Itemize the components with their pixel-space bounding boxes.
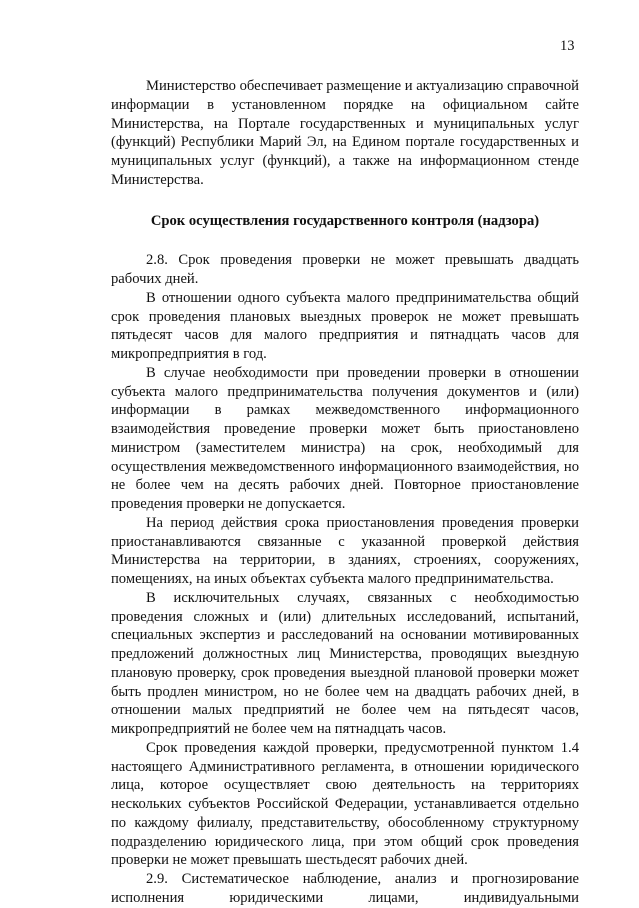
paragraph: Срок проведения каждой проверки, предусмотренной пунктом 1.4 настоящего Административного регламента, в отношении юридического лица, которое осуществляет свою деятельность на территориях нескольких субъектов Российской Федерации, устанавливается отдельно по каждому филиалу, представительству, обособленному структурному подразделению юридического лица, при этом общий срок проведения проверки не может превышать шестьдесят рабочих дней. [111,739,579,869]
paragraph: В случае необходимости при проведении проверки в отношении субъекта малого предпринимательства получения документов и (или) информации в рамках межведомственного информационного взаимодействия проведение проверки может быть приостановлено министром (заместителем министра) на срок, необходимый для осуществления межведомственного информационного взаимодействия, но не более чем на десять рабочих дней. Повторное приостановление проведения проверки не допускается. [111,364,579,512]
document-body [111,77,579,908]
paragraph: 2.8. Срок проведения проверки не может превышать двадцать рабочих дней. [111,252,579,287]
paragraph: Министерство обеспечивает размещение и актуализацию справочной информации в установленном порядке на официальном сайте Министерства, на Портале государственных и муниципальных услуг (функций) Республики Марий Эл, на Едином портале государственных и муниципальных услуг (функций), а также на информационном стенде Министерства. [111,78,579,188]
paragraph: В исключительных случаях, связанных с необходимостью проведения сложных и (или) длительных исследований, испытаний, специальных экспертиз и расследований на основании мотивированных предложений должностных лиц Министерства, проводящих выездную плановую проверку, срок проведения выездной плановой проверки может быть продлен министром, но не более чем на двадцать рабочих дней, в отношении малых предприятий не более чем на пятьдесят часов, микропредприятий не более чем на пятнадцать часов. [111,589,579,737]
section-heading: Срок осуществления государственного контроля (надзора) [150,212,540,229]
paragraph: В отношении одного субъекта малого предпринимательства общий срок проведения плановых выездных проверок не может превышать пятьдесят часов для малого предприятия и пятнадцать часов для микропредприятия в год. [111,289,579,362]
paragraph: На период действия срока приостановления проведения проверки приостанавливаются связанные с указанной проверкой действия Министерства на территории, в зданиях, строениях, сооружениях, помещениях, на иных объектах субъекта малого предпринимательства. [111,514,579,587]
page-number: 13 [560,38,575,54]
paragraph: 2.9. Систематическое наблюдение, анализ и прогнозирование исполнения юридическими лицами, индивидуальными [111,871,579,906]
